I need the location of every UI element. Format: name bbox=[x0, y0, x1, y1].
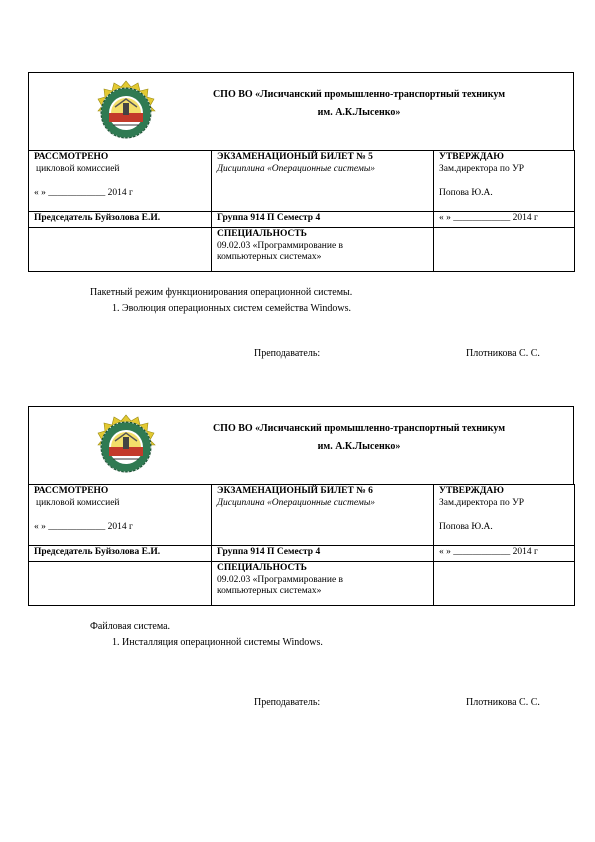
specialty-line2: компьютерных системах» bbox=[217, 586, 322, 596]
group-semester: Группа 914 П Семестр 4 bbox=[212, 546, 434, 562]
ticket-title-cell bbox=[212, 151, 434, 212]
college-name-line2: им. А.К.Лысенко» bbox=[317, 107, 401, 118]
specialty-title: СПЕЦИАЛЬНОСТЬ bbox=[217, 229, 307, 239]
considered-date: « » ____________ 2014 г bbox=[34, 188, 133, 198]
considered-subtitle: цикловой комиссией bbox=[36, 497, 120, 508]
approved-subtitle: Зам.директора по УР bbox=[439, 497, 525, 508]
approved-cell bbox=[434, 485, 575, 546]
considered-title: РАССМОТРЕНО bbox=[34, 486, 109, 496]
approved-title: УТВЕРЖДАЮ bbox=[439, 486, 504, 496]
college-name-line1: СПО ВО «Лисичанский промышленно-транспортный техникум bbox=[212, 89, 506, 100]
considered-cell bbox=[29, 151, 212, 212]
considered-title: РАССМОТРЕНО bbox=[34, 152, 109, 162]
empty-cell bbox=[29, 562, 212, 606]
exam-ticket-2 bbox=[0, 406, 595, 736]
question-1: Файловая система. bbox=[90, 621, 171, 632]
approved-cell bbox=[434, 151, 575, 212]
question-2: 1. Эволюция операционных систем семейства Windows. bbox=[112, 303, 351, 314]
question-1: Пакетный режим функционирования операционной системы. bbox=[90, 287, 353, 298]
teacher-label: Преподаватель: bbox=[254, 697, 321, 708]
considered-cell bbox=[29, 485, 212, 546]
approved-title: УТВЕРЖДАЮ bbox=[439, 152, 504, 162]
specialty-line1: 09.02.03 «Программирование в bbox=[217, 240, 344, 251]
ticket-table bbox=[28, 484, 575, 606]
approved-date: « » ____________ 2014 г bbox=[434, 546, 575, 562]
ticket-title-cell bbox=[212, 485, 434, 546]
ticket-table bbox=[28, 150, 575, 272]
exam-ticket-1 bbox=[0, 72, 595, 402]
discipline: Дисциплина «Операционные системы» bbox=[217, 497, 376, 508]
specialty-cell bbox=[212, 228, 434, 272]
teacher-name: Плотникова С. С. bbox=[466, 348, 540, 359]
teacher-name: Плотникова С. С. bbox=[466, 697, 540, 708]
ticket-header bbox=[28, 72, 574, 150]
ticket-title: ЭКЗАМЕНАЦИОНЫЙ БИЛЕТ № 6 bbox=[217, 486, 373, 496]
specialty-title: СПЕЦИАЛЬНОСТЬ bbox=[217, 563, 307, 573]
question-2: 1. Инсталляция операционной системы Windows. bbox=[112, 637, 323, 648]
empty-cell bbox=[434, 562, 575, 606]
approved-name: Попова Ю.А. bbox=[439, 522, 493, 532]
chairman: Председатель Буйзолова Е.И. bbox=[29, 212, 212, 228]
considered-subtitle: цикловой комиссией bbox=[36, 163, 120, 174]
ticket-title: ЭКЗАМЕНАЦИОНЫЙ БИЛЕТ № 5 bbox=[217, 152, 373, 162]
discipline: Дисциплина «Операционные системы» bbox=[217, 163, 376, 174]
considered-date: « » ____________ 2014 г bbox=[34, 522, 133, 532]
college-name-line1: СПО ВО «Лисичанский промышленно-транспортный техникум bbox=[212, 423, 506, 434]
empty-cell bbox=[434, 228, 575, 272]
college-name-line2: им. А.К.Лысенко» bbox=[317, 441, 401, 452]
college-emblem-icon bbox=[95, 413, 157, 479]
specialty-line2: компьютерных системах» bbox=[217, 252, 322, 262]
approved-name: Попова Ю.А. bbox=[439, 188, 493, 198]
specialty-cell bbox=[212, 562, 434, 606]
approved-subtitle: Зам.директора по УР bbox=[439, 163, 525, 174]
approved-date: « » ____________ 2014 г bbox=[434, 212, 575, 228]
specialty-line1: 09.02.03 «Программирование в bbox=[217, 574, 344, 585]
college-emblem-icon bbox=[95, 79, 157, 145]
group-semester: Группа 914 П Семестр 4 bbox=[212, 212, 434, 228]
teacher-label: Преподаватель: bbox=[254, 348, 321, 359]
empty-cell bbox=[29, 228, 212, 272]
ticket-header bbox=[28, 406, 574, 484]
chairman: Председатель Буйзолова Е.И. bbox=[29, 546, 212, 562]
